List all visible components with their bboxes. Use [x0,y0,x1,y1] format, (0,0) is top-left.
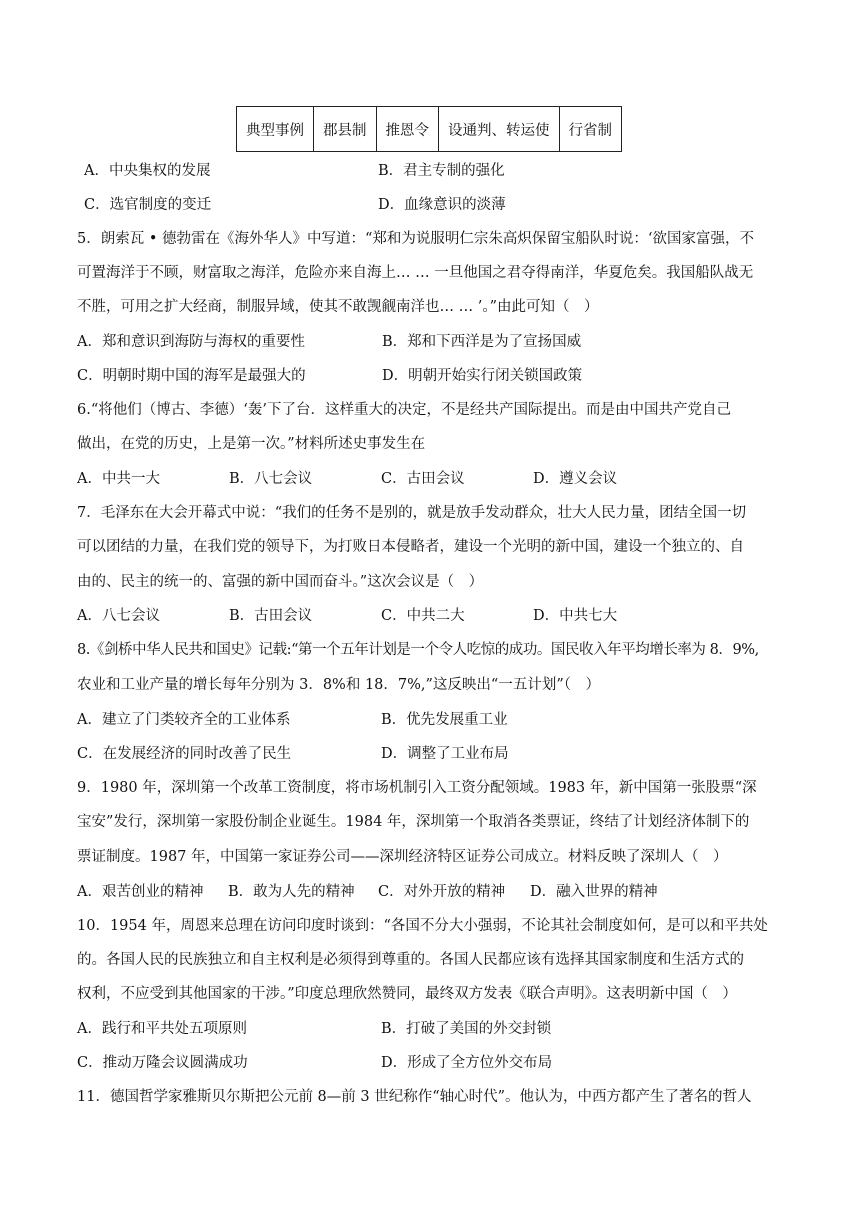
q10-stem-line-3: 权利，不应受到其他国家的干涉。”印度总理欣然赞同，最终双方发表《联合声明》。这表明新中国（ ） [77,986,737,1002]
q5-option-d: D．明朝开始实行闭关锁国政策 [382,368,583,384]
q9-stem-line-2: 宝安”发行，深圳第一家股份制企业诞生。1984 年，深圳第一个取消各类票证，终结了计划经济体制下的 [77,814,750,830]
q5-option-c: C．明朝时期中国的海军是最强大的 [77,368,306,384]
q6-option-a: A．中共一大 [77,471,160,487]
q7-option-a: A．八七会议 [77,608,160,624]
q6-stem-line-2: 做出，在党的历史，上是第一次。”材料所述史事发生在 [77,436,426,452]
q8-stem-line-2: 农业和工业产量的增长每年分别为 3．8%和 18．7%,”这反映出“一五计划”（ ） [77,677,600,693]
q7-option-c: C．中共二大 [381,608,465,624]
q7-option-b: B．古田会议 [229,608,313,624]
q10-option-b: B．打破了美国的外交封锁 [381,1021,552,1037]
q9-option-a: A．艰苦创业的精神 [77,884,204,900]
q6-stem-line-1: 6.“将他们（博古、李德）‘轰’下了台．这样重大的决定，不是经共产国际提出。而是由中国共产党自己 [77,402,731,418]
q10-option-a: A．践行和平共处五项原则 [77,1021,247,1037]
q6-option-d: D．遵义会议 [533,471,618,487]
q9-stem-line-1: 9．1980 年，深圳第一个改革工资制度，将市场机制引入工资分配领域。1983 年，新中国第一张股票“深 [77,780,757,796]
table-cell: 设通判、转运使 [439,107,560,152]
q9-option-b: B．敢为人先的精神 [228,884,355,900]
q8-option-b: B．优先发展重工业 [381,712,508,728]
table-cell: 郡县制 [314,107,377,152]
q6-option-b: B．八七会议 [229,471,313,487]
q9-option-c: C．对外开放的精神 [378,884,506,900]
q8-option-a: A．建立了门类较齐全的工业体系 [77,712,291,728]
q4-option-b: B．君主专制的强化 [378,163,505,179]
q5-option-b: B．郑和下西洋是为了宣扬国威 [382,334,582,350]
q7-stem-line-2: 可以团结的力量，在我们党的领导下，为打败日本侵略者，建设一个光明的新中国，建设一个独立的、自 [77,539,744,555]
q10-option-c: C．推动万隆会议圆满成功 [77,1055,248,1071]
q10-stem-line-2: 的。各国人民的民族独立和自主权利是必须得到尊重的。各国人民都应该有选择其国家制度和生活方式的 [77,952,744,968]
table-row [237,107,622,152]
q8-stem-line-1: 8.《剑桥中华人民共和国史》记载:“第一个五年计划是一个令人吃惊的成功。国民收入年平均增长率为 8．9%, [77,642,759,658]
q10-stem-line-1: 10．1954 年，周恩来总理在访问印度时谈到：“各国不分大小强弱，不论其社会制度如何，是可以和平共处 [77,918,768,934]
q7-option-d: D．中共七大 [533,608,618,624]
q4-option-d: D．血缘意识的淡薄 [378,197,506,213]
q9-option-d: D．融入世界的精神 [530,884,658,900]
q10-option-d: D．形成了全方位外交布局 [381,1055,553,1071]
q6-option-c: C．古田会议 [381,471,465,487]
q9-stem-line-3: 票证制度。1987 年，中国第一家证券公司——深圳经济特区证券公司成立。材料反映了深圳人（ ） [77,849,728,865]
q11-stem-line-1: 11．德国哲学家雅斯贝尔斯把公元前 8—前 3 世纪称作“轴心时代”。他认为，中西方都产生了著名的哲人 [77,1089,752,1105]
table-cell: 行省制 [559,107,622,152]
q5-option-a: A．郑和意识到海防与海权的重要性 [77,334,305,350]
q4-option-c: C．选官制度的变迁 [84,197,212,213]
typical-events-table [236,106,622,152]
q8-option-d: D．调整了工业布局 [381,746,509,762]
q8-option-c: C．在发展经济的同时改善了民生 [77,746,292,762]
q5-stem-line-3: 不胜，可用之扩大经商，制服异域，使其不敢觊觎南洋也… … ’。”由此可知（ ） [77,299,599,315]
q5-stem-line-1: 5．朗索瓦 • 德勃雷在《海外华人》中写道：“郑和为说服明仁宗朱高炽保留宝船队时说：‘欲国家富强，不 [77,231,755,247]
table-cell: 典型事例 [237,107,314,152]
table-cell: 推恩令 [376,107,439,152]
q7-stem-line-1: 7．毛泽东在大会开幕式中说：“我们的任务不是别的，就是放手发动群众，壮大人民力量，团结全国一切 [77,505,747,521]
q5-stem-line-2: 可置海洋于不顾，财富取之海洋，危险亦来自海上… … 一旦他国之君夺得南洋，华夏危矣。我国船队战无 [77,265,754,281]
q4-option-a: A．中央集权的发展 [84,163,211,179]
q7-stem-line-3: 由的、民主的统一的、富强的新中国而奋斗。”这次会议是（ ） [77,574,484,590]
